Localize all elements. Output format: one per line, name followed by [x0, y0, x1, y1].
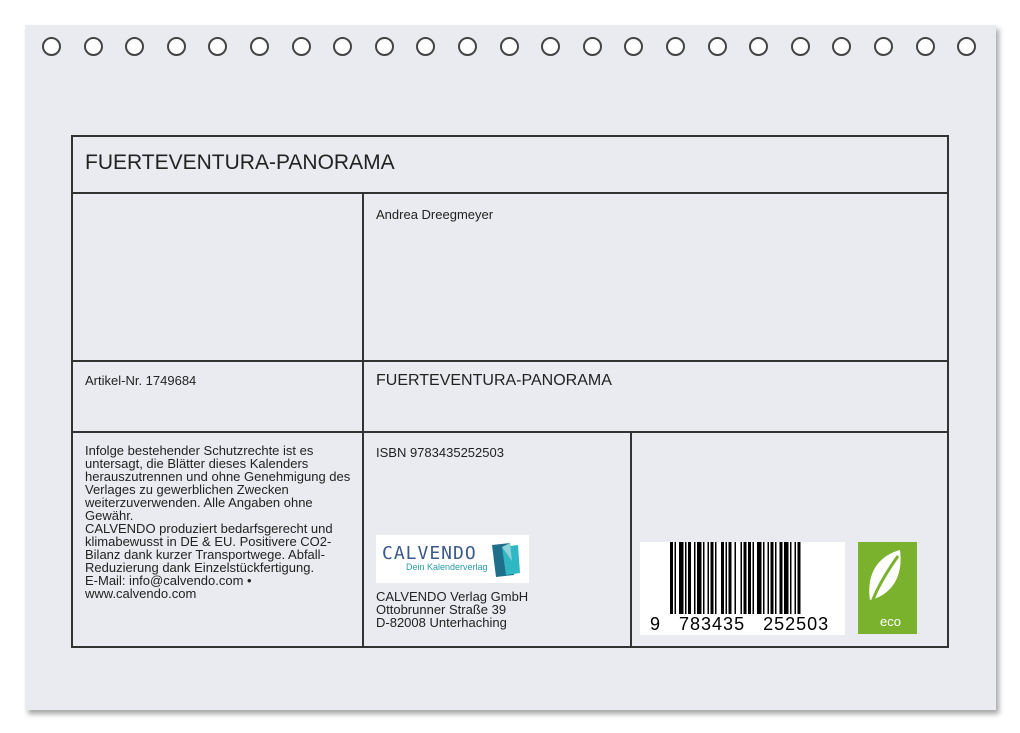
page-title: FUERTEVENTURA-PANORAMA [85, 151, 395, 174]
barcode-bar [670, 542, 673, 614]
legal-line: Gewähr. [85, 508, 134, 523]
barcode-bar [711, 542, 714, 614]
legal-line: untersagt, die Blätter dieses Kalenders [85, 456, 309, 471]
info-frame [71, 135, 949, 648]
barcode-bar [688, 542, 691, 614]
divider [73, 192, 947, 194]
legal-line: Verlages zu gewerblichen Zwecken [85, 482, 289, 497]
calendar-back-sheet [25, 25, 996, 710]
binding-hole [541, 37, 560, 56]
divider [73, 431, 947, 433]
binding-hole [791, 37, 810, 56]
binding-hole [333, 37, 352, 56]
eco-label: eco [880, 614, 901, 629]
binding-hole [749, 37, 768, 56]
isbn-barcode [640, 542, 845, 635]
binding-hole [416, 37, 435, 56]
legal-line: klimabewusst in DE & EU. Positivere CO2- [85, 534, 332, 549]
barcode-bar [771, 542, 774, 614]
barcode-bar [741, 542, 743, 614]
binding-hole [375, 37, 394, 56]
divider [630, 433, 632, 646]
barcode-bar [685, 542, 687, 614]
publisher-street: Ottobrunner Straße 39 [376, 602, 507, 617]
legal-line: Bilanz dank kurzer Transportwege. Abfall- [85, 547, 325, 562]
publisher-address [376, 590, 528, 629]
barcode-bar [744, 542, 747, 614]
barcode-bar [735, 542, 737, 614]
binding-hole [624, 37, 643, 56]
barcode-bar [780, 542, 783, 614]
leaf-icon [858, 542, 917, 614]
binding-holes [25, 25, 996, 75]
barcode-bar [703, 542, 705, 614]
barcode-bar [679, 542, 684, 614]
calendar-title: FUERTEVENTURA-PANORAMA [376, 372, 612, 389]
barcode-bar [748, 542, 751, 614]
binding-hole [125, 37, 144, 56]
barcode-bar [697, 542, 702, 614]
barcode-bar [721, 542, 724, 614]
binding-hole [167, 37, 186, 56]
divider [73, 360, 947, 362]
barcode-bar [798, 542, 801, 614]
binding-hole [292, 37, 311, 56]
binding-hole [832, 37, 851, 56]
logo-wordmark: CALVENDO [382, 543, 477, 564]
legal-line: weiterzuverwenden. Alle Angaben ohne [85, 495, 313, 510]
barcode-bar [775, 542, 777, 614]
barcode-bar [790, 542, 792, 614]
binding-hole [208, 37, 227, 56]
barcode-bar [726, 542, 728, 614]
barcode-bar [795, 542, 797, 614]
legal-line: herauszutrennen und ohne Genehmigung des [85, 469, 351, 484]
barcode-bar [675, 542, 677, 614]
binding-hole [500, 37, 519, 56]
legal-notice [85, 444, 360, 600]
binding-hole [458, 37, 477, 56]
barcode-bar [768, 542, 770, 614]
barcode-bars [640, 542, 845, 617]
barcode-bar [729, 542, 732, 614]
binding-hole [708, 37, 727, 56]
legal-line: Infolge bestehender Schutzrechte ist es [85, 443, 314, 458]
author-name: Andrea Dreegmeyer [376, 207, 494, 222]
binding-hole [250, 37, 269, 56]
binding-hole [583, 37, 602, 56]
binding-hole [666, 37, 685, 56]
binding-hole [874, 37, 893, 56]
barcode-bar [715, 542, 717, 614]
calendar-mark-icon [488, 541, 522, 579]
barcode-bar [763, 542, 765, 614]
binding-hole [916, 37, 935, 56]
binding-hole [42, 37, 61, 56]
binding-hole [84, 37, 103, 56]
legal-line: Reduzierung dank Einzelstückfertigung. [85, 560, 315, 575]
legal-line: www.calvendo.com [85, 586, 197, 601]
binding-hole [957, 37, 976, 56]
publisher-city: D-82008 Unterhaching [376, 615, 507, 630]
barcode-bar [784, 542, 789, 614]
logo-tagline: Dein Kalenderverlag [406, 562, 488, 572]
eco-badge [858, 542, 917, 634]
calvendo-logo [376, 535, 529, 583]
isbn-number: ISBN 9783435252503 [376, 445, 504, 460]
article-number: Artikel-Nr. 1749684 [85, 373, 197, 388]
legal-line: E-Mail: info@calvendo.com • [85, 573, 252, 588]
barcode-bar [757, 542, 762, 614]
barcode-digits: 9 783435 252503 [650, 614, 830, 634]
barcode-bar [694, 542, 696, 614]
barcode-bar [708, 542, 710, 614]
publisher-name: CALVENDO Verlag GmbH [376, 589, 529, 604]
barcode-bar [753, 542, 755, 614]
legal-line: CALVENDO produziert bedarfsgerecht und [85, 521, 333, 536]
divider [362, 194, 364, 646]
